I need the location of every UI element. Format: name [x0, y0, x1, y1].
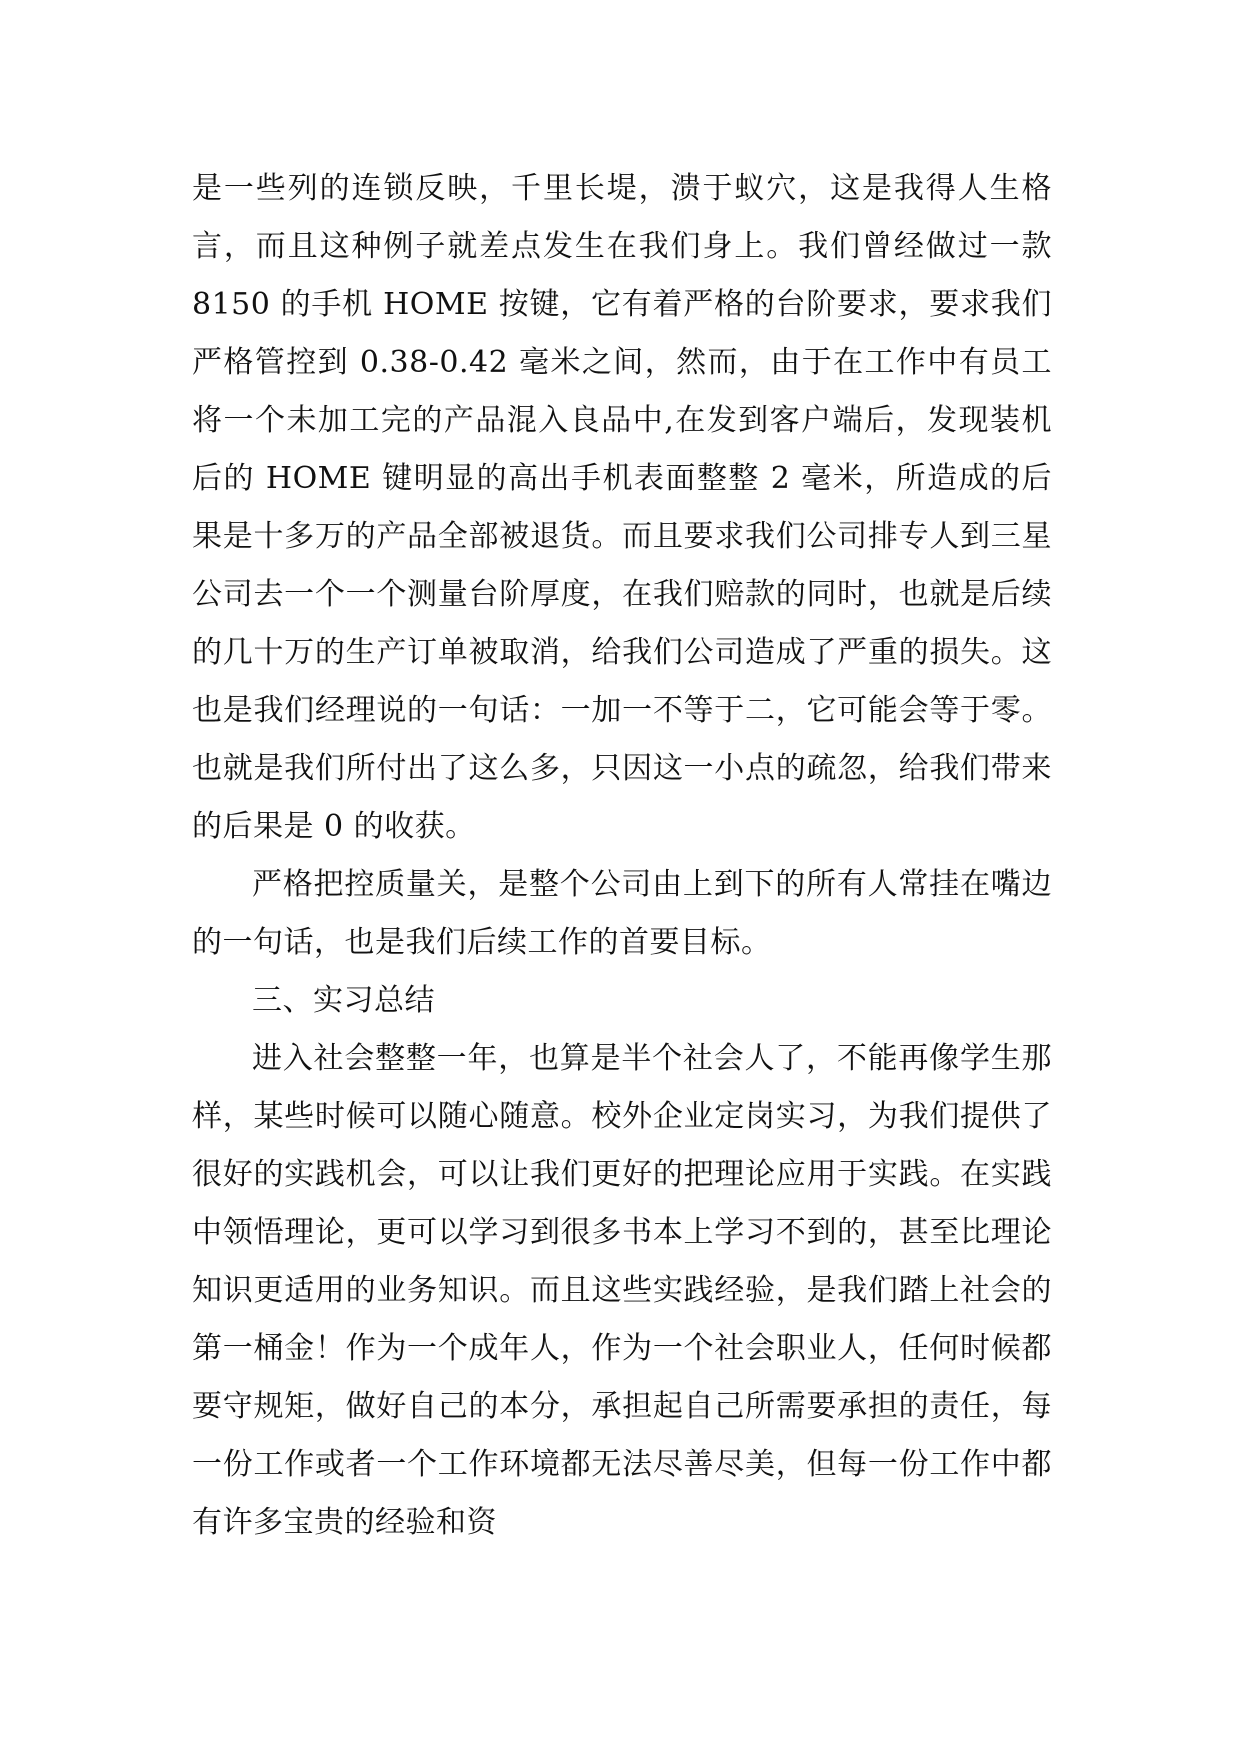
paragraph-quality-control: 严格把控质量关，是整个公司由上到下的所有人常挂在嘴边的一句话，也是我们后续工作的首要目标。 [192, 867, 1052, 960]
document-body [192, 160, 1052, 1552]
paragraph-internship-summary: 进入社会整整一年，也算是半个社会人了，不能再像学生那样，某些时候可以随心随意。校外企业定岗实习，为我们提供了很好的实践机会，可以让我们更好的把理论应用于实践。在实践中领悟理论，更可以学习到很多书本上学习不到的，甚至比理论知识更适用的业务知识。而且这些实践经验，是我们踏上社会的第一桶金！作为一个成年人，作为一个社会职业人，任何时候都要守规矩，做好自己的本分，承担起自己所需要承担的责任，每一份工作或者一个工作环境都无法尽善尽美，但每一份工作中都有许多宝贵的经验和资 [192, 1041, 1052, 1540]
paragraph-continuation: 是一些列的连锁反映，千里长堤，溃于蚁穴，这是我得人生格言，而且这种例子就差点发生在我们身上。我们曾经做过一款 8150 的手机 HOME 按键，它有着严格的台阶要求，要求我们严格管控到 0.38-0.42 毫米之间，然而，由于在工作中有员工将一个未加工完的产品混入良品中,在发到客户端后，发现装机后的 HOME 键明显的高出手机表面整整 2 毫米，所造成的后果是十多万的产品全部被退货。而且要求我们公司排专人到三星公司去一个一个测量台阶厚度，在我们赔款的同时，也就是后续的几十万的生产订单被取消，给我们公司造成了严重的损失。这也是我们经理说的一句话：一加一不等于二，它可能会等于零。也就是我们所付出了这么多，只因这一小点的疏忽，给我们带来的后果是 0 的收获。 [192, 171, 1052, 844]
section-heading-internship-summary: 三、实习总结 [252, 983, 435, 1018]
